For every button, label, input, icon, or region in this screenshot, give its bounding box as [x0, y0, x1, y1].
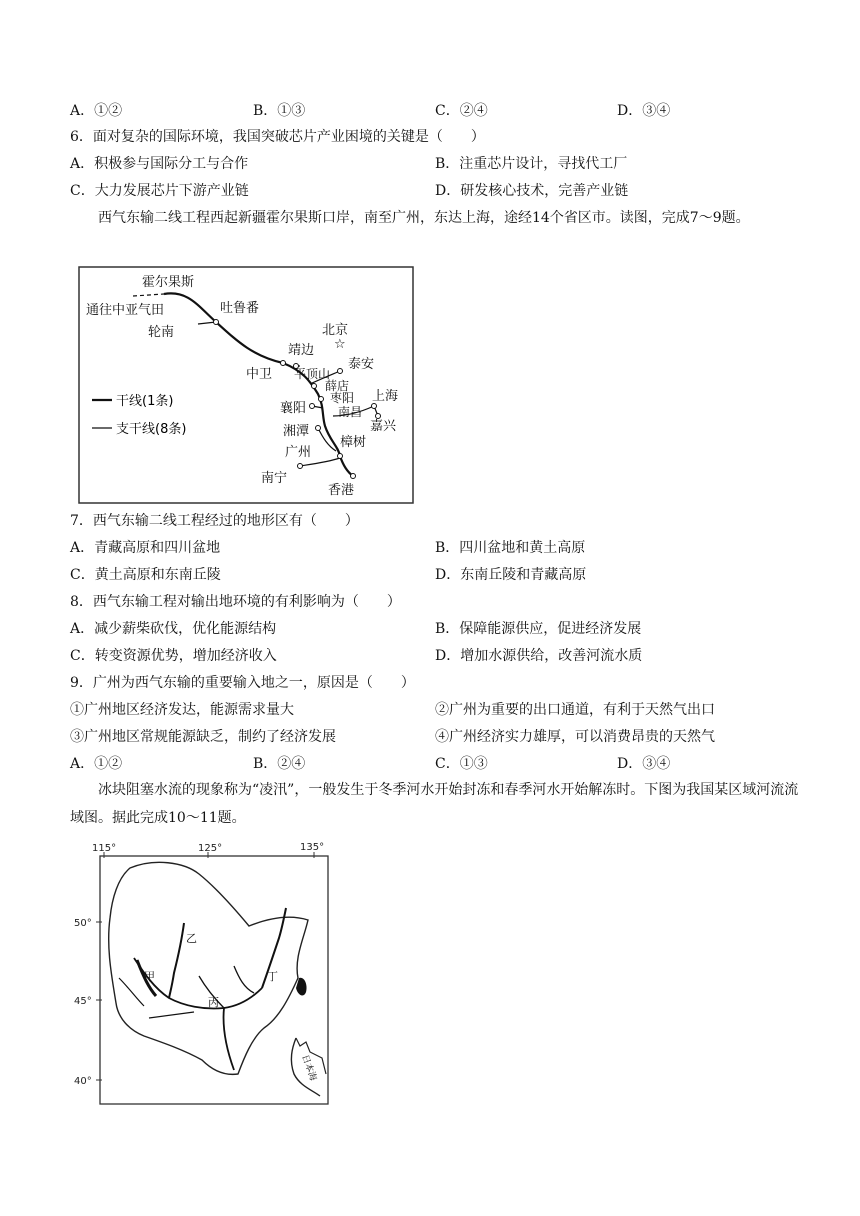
- label-xiangtan: 湘潭: [283, 424, 310, 439]
- label-beijing: 北京: [322, 323, 349, 338]
- node-turpan: [214, 320, 219, 325]
- label-jiaxing: 嘉兴: [370, 419, 397, 434]
- legend-trunk-label: 干线(1条): [116, 394, 174, 409]
- lat-label-40: 40°: [74, 1076, 92, 1087]
- river-label-jia: 甲: [144, 970, 155, 983]
- q5-option-b: B．①③: [253, 103, 306, 119]
- river-label-ding: 丁: [267, 970, 278, 983]
- q9-statement-1: ①广州地区经济发达，能源需求量大: [70, 702, 294, 718]
- q6-stem: 6．面对复杂的国际环境，我国突破芯片产业困境的关键是（ ）: [70, 129, 485, 145]
- river-basin-map: [74, 838, 336, 1110]
- label-horgos: 霍尔果斯: [142, 275, 195, 290]
- lon-label-135: 135°: [300, 842, 325, 853]
- label-taian: 泰安: [348, 357, 375, 372]
- node-zhongwei: [281, 361, 286, 366]
- label-nanchang: 南昌: [338, 405, 363, 419]
- q9-statement-2: ②广州为重要的出口通道，有利于天然气出口: [435, 702, 715, 718]
- q8-option-d: D．增加水源供给，改善河流水质: [435, 648, 643, 664]
- node-xiangtan: [316, 426, 321, 431]
- q6-option-a: A．积极参与国际分工与合作: [70, 156, 249, 172]
- node-hongkong: [351, 474, 356, 479]
- label-xuedian: 薛店: [325, 379, 350, 393]
- q9-option-a: A．①②: [70, 756, 123, 772]
- river-map-frame: [100, 856, 328, 1104]
- q6-option-c: C．大力发展芯片下游产业链: [70, 183, 249, 199]
- q9-option-c: C．①③: [435, 756, 488, 772]
- lat-label-50: 50°: [74, 918, 92, 929]
- q9-option-d: D．③④: [617, 756, 671, 772]
- label-zhangshu: 樟树: [340, 435, 367, 450]
- q5-option-d: D．③④: [617, 103, 671, 119]
- q7-option-d: D．东南丘陵和青藏高原: [435, 567, 587, 583]
- q9-stem: 9．广州为西气东输的重要输入地之一，原因是（ ）: [70, 675, 415, 691]
- q6-option-b: B．注重芯片设计，寻找代工厂: [435, 156, 628, 172]
- sea-label: 日本海: [299, 1053, 318, 1083]
- node-taian: [338, 369, 343, 374]
- q5-option-c: C．②④: [435, 103, 488, 119]
- label-turpan: 吐鲁番: [220, 301, 260, 316]
- intro-10-11: 冰块阻塞水流的现象称为“凌汛”，一般发生于冬季河水开始封冻和春季河水开始解冻时。下图为我国某区域河流流域图。据此完成10～11题。: [70, 782, 799, 826]
- river-map-svg: [74, 838, 336, 1110]
- lat-label-45: 45°: [74, 996, 92, 1007]
- q7-stem: 7．西气东输二线工程经过的地形区有（ ）: [70, 513, 359, 529]
- label-luntai: 轮南: [148, 325, 175, 340]
- label-shanghai: 上海: [372, 389, 399, 404]
- label-jingbian: 靖边: [288, 343, 315, 358]
- q9-statement-3: ③广州地区常规能源缺乏，制约了经济发展: [70, 729, 336, 745]
- legend-branch-label: 支干线(8条): [116, 422, 187, 437]
- q9-statement-4: ④广州经济实力雄厚，可以消费昂贵的天然气: [435, 729, 715, 745]
- q7-option-b: B．四川盆地和黄土高原: [435, 540, 586, 556]
- pipeline-map-svg: [78, 266, 414, 504]
- node-xuedian: [319, 397, 324, 402]
- q6-option-d: D．研发核心技术，完善产业链: [435, 183, 629, 199]
- node-pingdingshan: [312, 384, 317, 389]
- q8-option-a: A．减少薪柴砍伐，优化能源结构: [70, 621, 277, 637]
- node-zhangshu: [338, 454, 343, 459]
- pipeline-map: [78, 266, 414, 504]
- label-zhongwei: 中卫: [246, 367, 273, 382]
- label-guangzhou: 广州: [285, 445, 312, 460]
- q7-option-c: C．黄土高原和东南丘陵: [70, 567, 221, 583]
- q8-option-b: B．保障能源供应，促进经济发展: [435, 621, 642, 637]
- node-shanghai: [372, 404, 377, 409]
- q8-stem: 8．西气东输工程对输出地环境的有利影响为（ ）: [70, 594, 401, 610]
- node-xiangyang: [310, 404, 315, 409]
- beijing-star: ☆: [334, 337, 346, 352]
- q9-option-b: B．②④: [253, 756, 306, 772]
- river-label-yi: 乙: [186, 932, 197, 945]
- node-nanning: [298, 464, 303, 469]
- label-xiangyang: 襄阳: [280, 401, 307, 416]
- label-hongkong: 香港: [328, 483, 355, 498]
- lon-label-115: 115°: [92, 843, 117, 854]
- label-nanning: 南宁: [261, 471, 288, 486]
- lon-label-125: 125°: [198, 843, 223, 854]
- node-jiaxing: [376, 414, 381, 419]
- q8-option-c: C．转变资源优势，增加经济收入: [70, 648, 277, 664]
- label-pingdingshan: 平顶山: [294, 367, 331, 381]
- q5-option-a: A．①②: [70, 103, 123, 119]
- q7-option-a: A．青藏高原和四川盆地: [70, 540, 221, 556]
- intro-7-9: 西气东输二线工程西起新疆霍尔果斯口岸，南至广州，东达上海，途经14个省区市。读图，完成7～9题。: [98, 210, 750, 226]
- river-label-bing: 丙: [208, 996, 219, 1009]
- label-central-asia: 通往中亚气田: [86, 303, 165, 318]
- label-zaoyang: 枣阳: [330, 391, 355, 405]
